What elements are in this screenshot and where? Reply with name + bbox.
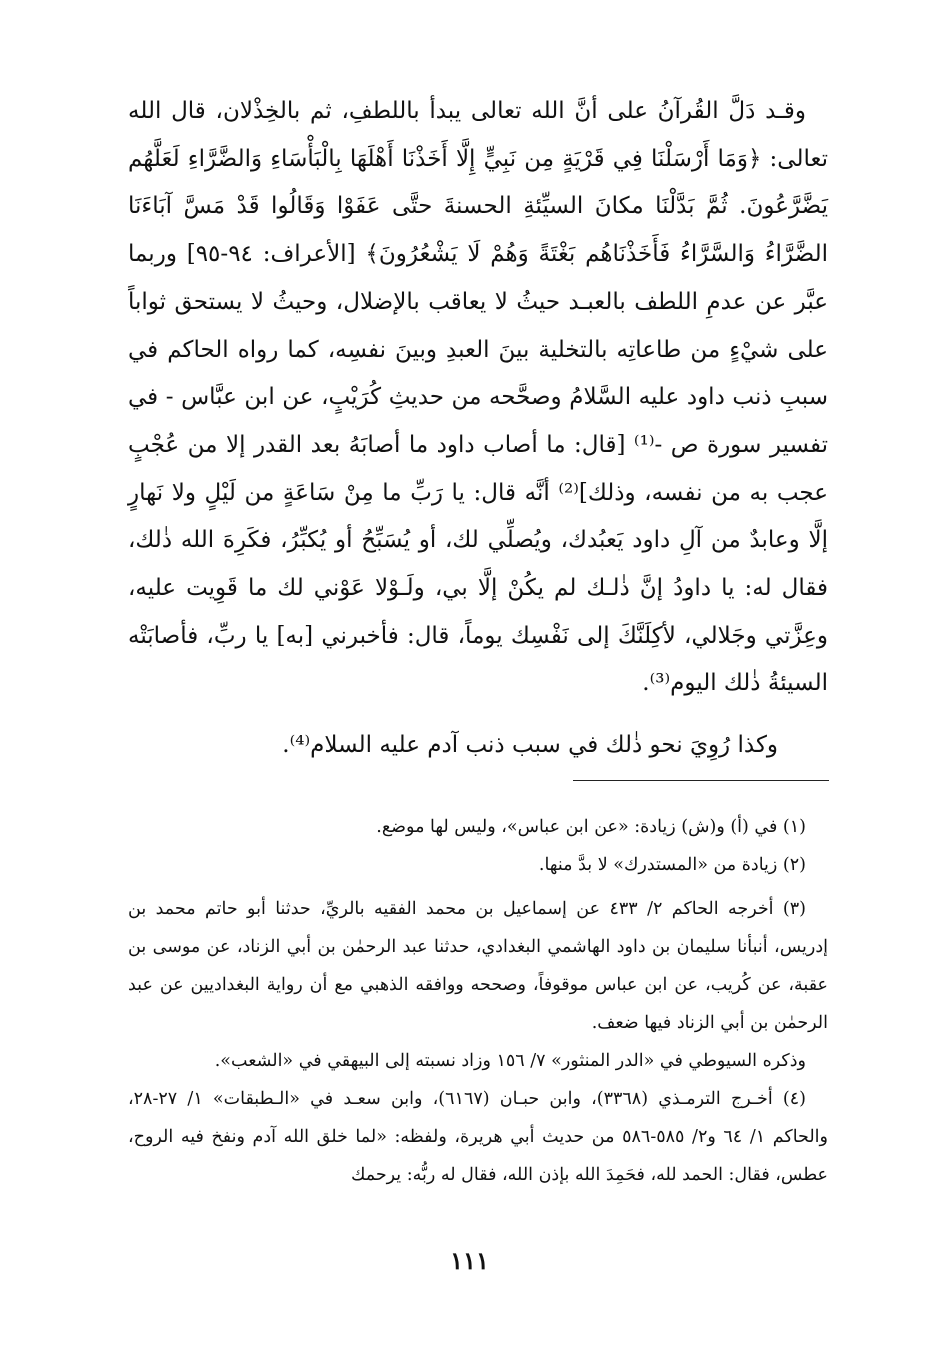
body-paragraph-1: وقـد دَلَّ القُرآنُ على أنَّ الله تعالى يبدأ باللطفِ، ثم بالخِذْلان، قال الله تعالى: ﴿وَمَا أَرْسَلْنَا فِي قَرْيَةٍ مِن نَبِيٍّ إِلَّا أَخَذْنَا أَهْلَهَا بِالْبَأْسَاءِ وَالضَّرَّاءِ لَعَلَّهُم يَضَّرَّعُونَ. ثُمَّ بَدَّلْنَا مكانَ السيِّئةِ الحسنةَ حتَّى عَفَوْا وَقَالُوا قَدْ مَسَّ آبَاءَنَا الضَّرَّاءُ وَالسَّرَّاءُ فَأَخَذْنَاهُم بَغْتَةً وَهُمْ لَا يَشْعُرُونَ﴾ [الأعراف: ٩٤-٩٥] وربما عبَّر عن عدمِ اللطف بالعبـد حيثُ لا يعاقب بالإضلال، وحيثُ لا يستحق ثواباً على شيْءٍ من طاعاتِه بالتخلية بينَ العبدِ وبينَ نفسِه، كما رواه الحاكم في سببِ ذنب داود عليه السَّلامُ وصحَّحه من حديثِ كُرَيْبٍ، عن ابن عبَّاس - في تفسير سورة ص -⁽¹⁾ [قال: ما أصاب داود ما أصابَهُ بعد القدر إلا من عُجْبٍ عجب به من نفسه، وذلك]⁽²⁾ أنَّه قال: يا رَبِّ ما مِنْ سَاعَةٍ من لَيْلٍ ولا نَهارٍ إلَّا وعابدٌ من آلِ داود يَعبُدك، ويُصلِّي لك، أو يُسَبِّحُ أو يُكبِّرُ، فكَرِهَ الله ذٰلك، فقال له: يا داودُ إنَّ ذٰلـك لم يكُنْ إلَّا بي، ولَـوْلا عَوْني لك ما قَوِيت عليه، وعِزَّتي وجَلالي، لأكِلَنَّكَ إلى نَفْسِك يوماً، قال: فأخبرني [به] يا ربِّ، فأصابَتْه السيئةُ ذٰلك اليوم⁽³⁾. (128, 98, 829, 697)
footnotes-section (128, 808, 828, 1194)
footnote-2: (٢) زيادة من «المستدرك» لا بدَّ منها. (538, 855, 806, 875)
footnote-4: (٤) أخـرج الترمـذي (٣٣٦٨)، وابن حبـان (٦١٦٧)، وابن سعـد في «الـطبقات» ١/ ٢٧-٢٨، والحاكم ١/ ٦٤ و٢/ ٥٨٥-٥٨٦ من حديث أبي هريرة، ولفظه: «لما خلق الله آدم ونفخ فيه الروح، عطس، فقال: الحمد لله، فحَمِدَ الله بإذن الله، فقال له ربُّه: يرحمك (128, 1089, 828, 1185)
footnote-separator (573, 780, 829, 781)
body-paragraph-2: وكذا رُوِيَ نحو ذٰلك في سبب ذنب آدم عليه السلام⁽⁴⁾. (282, 732, 778, 759)
footnote-1: (١) في (أ) و(ش) زيادة: «عن ابن عباس»، وليس لها موضع. (376, 817, 806, 837)
footnote-3-continued: وذكره السيوطي في «الدر المنثور» ٧/ ١٥٦ وزاد نسبته إلى البيهقي في «الشعب». (214, 1051, 806, 1071)
page-number: ١١١ (450, 1246, 489, 1275)
main-body-text (128, 88, 828, 770)
footnote-3: (٣) أخرجه الحاكم ٢/ ٤٣٣ عن إسماعيل بن محمد الفقيه بالريِّ، حدثنا أبو حاتم محمد بن إدريس، أنبأنا سليمان بن داود الهاشمي البغدادي، حدثنا عبد الرحمٰن بن أبي الزناد، عن موسى بن عقبة، عن كُريب، عن ابن عباس موقوفاً، وصححه ووافقه الذهبي مع أن رواية البغداديين عن عبد الرحمٰن بن أبي الزناد فيها ضعف. (128, 899, 828, 1033)
